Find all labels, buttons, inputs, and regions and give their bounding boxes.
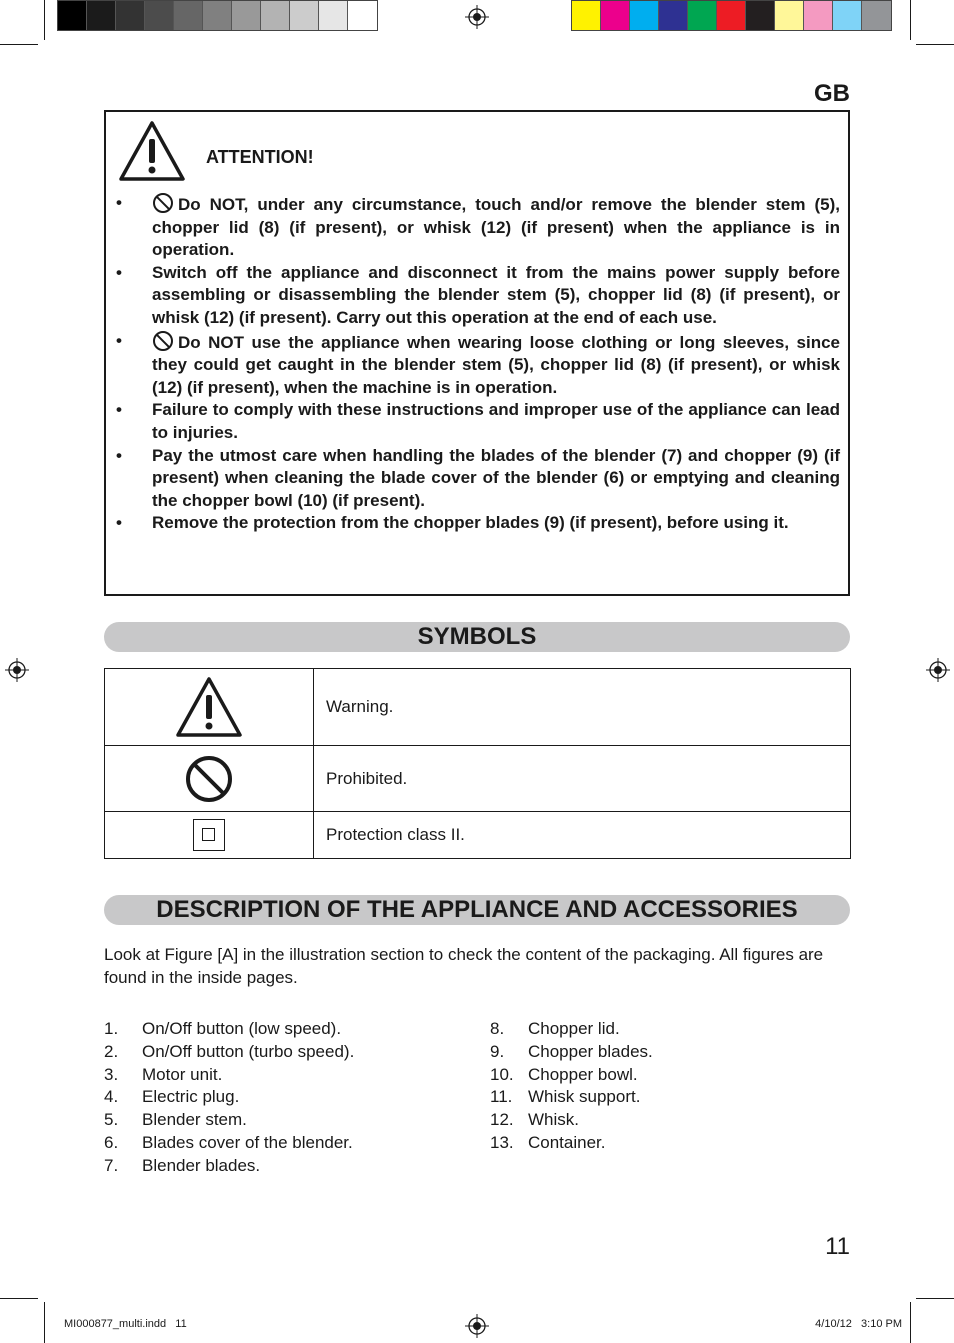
color-swatch — [58, 1, 87, 30]
part-label: Chopper lid. — [528, 1019, 620, 1038]
list-item — [490, 1132, 850, 1155]
part-label: Blender stem. — [142, 1110, 247, 1130]
color-swatch — [659, 1, 688, 30]
prohibited-icon — [184, 754, 234, 804]
attention-item-text: Switch off the appliance and disconnect it from the mains power supply before assembling or disassembling the blender stem (5), chopper lid (8) (if present), or whisk (12) (if present). Carry out this operation at the end of each use. — [152, 262, 840, 327]
registration-mark-icon — [465, 5, 489, 29]
color-swatch — [232, 1, 261, 30]
attention-title: ATTENTION! — [206, 147, 314, 167]
description-heading: DESCRIPTION OF THE APPLIANCE AND ACCESSORIES — [104, 895, 850, 925]
list-item — [490, 1109, 850, 1132]
part-number: 13. — [490, 1132, 514, 1152]
part-label: Motor unit. — [142, 1064, 223, 1084]
list-item — [490, 1064, 850, 1087]
part-number: 12. — [490, 1110, 514, 1130]
part-number: 8. — [490, 1019, 505, 1038]
bullet: • — [116, 400, 122, 420]
process-color-bar — [571, 0, 892, 31]
color-swatch — [116, 1, 145, 30]
symbol-label: Warning. — [314, 669, 851, 746]
bullet: • — [116, 513, 122, 533]
crop-mark — [0, 44, 38, 45]
table-row — [105, 812, 851, 859]
color-swatch — [203, 1, 232, 30]
color-swatch — [746, 1, 775, 30]
color-swatch — [145, 1, 174, 30]
bullet: • — [116, 330, 122, 350]
list-item — [104, 1132, 474, 1155]
description-intro: Look at Figure [A] in the illustration section to check the content of the packaging. All figures are found in the inside pages. — [104, 945, 824, 987]
part-label: Whisk. — [528, 1110, 579, 1130]
part-number: 1. — [104, 1019, 119, 1038]
part-label: Blades cover of the blender. — [142, 1132, 353, 1152]
warning-icon — [118, 120, 186, 182]
color-swatch — [630, 1, 659, 30]
color-swatch — [833, 1, 862, 30]
color-swatch — [601, 1, 630, 30]
part-number: 4. — [104, 1087, 119, 1107]
symbol-label: Protection class II. — [314, 812, 851, 859]
symbol-label: Prohibited. — [314, 746, 851, 812]
crop-mark — [44, 0, 45, 40]
bullet: • — [116, 193, 122, 212]
part-label: On/Off button (low speed). — [142, 1019, 342, 1038]
part-number: 3. — [104, 1064, 119, 1084]
symbols-heading: SYMBOLS — [104, 622, 850, 652]
color-swatch — [174, 1, 203, 30]
list-item — [104, 1086, 474, 1109]
crop-mark — [916, 1298, 954, 1299]
list-item — [104, 1155, 474, 1178]
crop-mark — [44, 1302, 45, 1343]
crop-mark — [916, 44, 954, 45]
bullet: • — [116, 262, 122, 282]
table-row — [105, 746, 851, 812]
color-swatch — [775, 1, 804, 30]
part-label: Container. — [528, 1132, 606, 1152]
crop-mark — [910, 0, 911, 40]
list-item — [490, 1086, 850, 1109]
page-number: 11 — [825, 1233, 850, 1260]
color-swatch — [290, 1, 319, 30]
color-swatch — [348, 1, 377, 30]
part-label: Electric plug. — [142, 1087, 240, 1107]
color-swatch — [717, 1, 746, 30]
symbols-table — [104, 668, 851, 859]
language-code: GB — [814, 80, 850, 107]
bullet: • — [116, 445, 122, 465]
registration-mark-icon — [465, 1314, 489, 1338]
attention-box — [104, 110, 850, 596]
list-item — [114, 262, 840, 330]
part-label: Chopper bowl. — [528, 1064, 638, 1084]
attention-list — [114, 192, 840, 535]
protection-class-ii-icon — [193, 819, 225, 851]
part-number: 7. — [104, 1155, 119, 1175]
crop-mark — [0, 1298, 38, 1299]
grayscale-color-bar — [57, 0, 378, 31]
parts-list-left — [104, 1018, 474, 1178]
part-label: Chopper blades. — [528, 1041, 653, 1061]
list-item — [104, 1018, 474, 1041]
color-swatch — [87, 1, 116, 30]
footer-file: MI000877_multi.indd 11 — [64, 1318, 187, 1330]
list-item — [114, 445, 840, 513]
parts-list-right — [490, 1018, 850, 1155]
table-row — [105, 669, 851, 746]
prohibited-icon — [152, 192, 174, 214]
registration-mark-icon — [5, 658, 29, 682]
list-item — [490, 1041, 850, 1064]
part-label: Blender blades. — [142, 1155, 261, 1175]
part-label: On/Off button (turbo speed). — [142, 1041, 355, 1061]
attention-item-text: Do NOT, under any circumstance, touch and/or remove the blender stem (5), chopper lid (8) (if present), or whisk (12) (if present) when the appliance is in operation. — [152, 195, 840, 260]
warning-icon — [175, 676, 243, 738]
list-item — [114, 192, 840, 262]
part-number: 10. — [490, 1064, 514, 1084]
list-item — [104, 1109, 474, 1132]
attention-item-text: Do NOT use the appliance when wearing loose clothing or long sleeves, since they could get caught in the blender stem (5), chopper lid (8) (if present), or whisk (12) (if present), when the machine is in operation. — [152, 332, 840, 397]
color-swatch — [261, 1, 290, 30]
prohibited-icon — [152, 330, 174, 352]
part-number: 9. — [490, 1041, 505, 1061]
registration-mark-icon — [926, 658, 950, 682]
part-number: 6. — [104, 1132, 119, 1152]
color-swatch — [804, 1, 833, 30]
color-swatch — [862, 1, 891, 30]
list-item — [114, 512, 840, 535]
part-number: 11. — [490, 1087, 513, 1107]
attention-item-text: Failure to comply with these instructions and improper use of the appliance can lead to injuries. — [152, 400, 840, 442]
list-item — [104, 1064, 474, 1087]
list-item — [114, 330, 840, 400]
footer-datetime: 4/10/12 3:10 PM — [815, 1318, 902, 1330]
attention-item-text: Remove the protection from the chopper blades (9) (if present), before using it. — [152, 513, 789, 533]
color-swatch — [319, 1, 348, 30]
list-item — [114, 399, 840, 444]
part-label: Whisk support. — [528, 1087, 641, 1107]
list-item — [104, 1041, 474, 1064]
attention-item-text: Pay the utmost care when handling the blades of the blender (7) and chopper (9) (if present) when cleaning the blade cover of the blender (6) or emptying and cleaning the chopper bowl (10) (if present). — [152, 445, 840, 510]
color-swatch — [572, 1, 601, 30]
list-item — [490, 1018, 850, 1041]
crop-mark — [910, 1302, 911, 1343]
color-swatch — [688, 1, 717, 30]
part-number: 2. — [104, 1041, 119, 1061]
part-number: 5. — [104, 1110, 119, 1130]
